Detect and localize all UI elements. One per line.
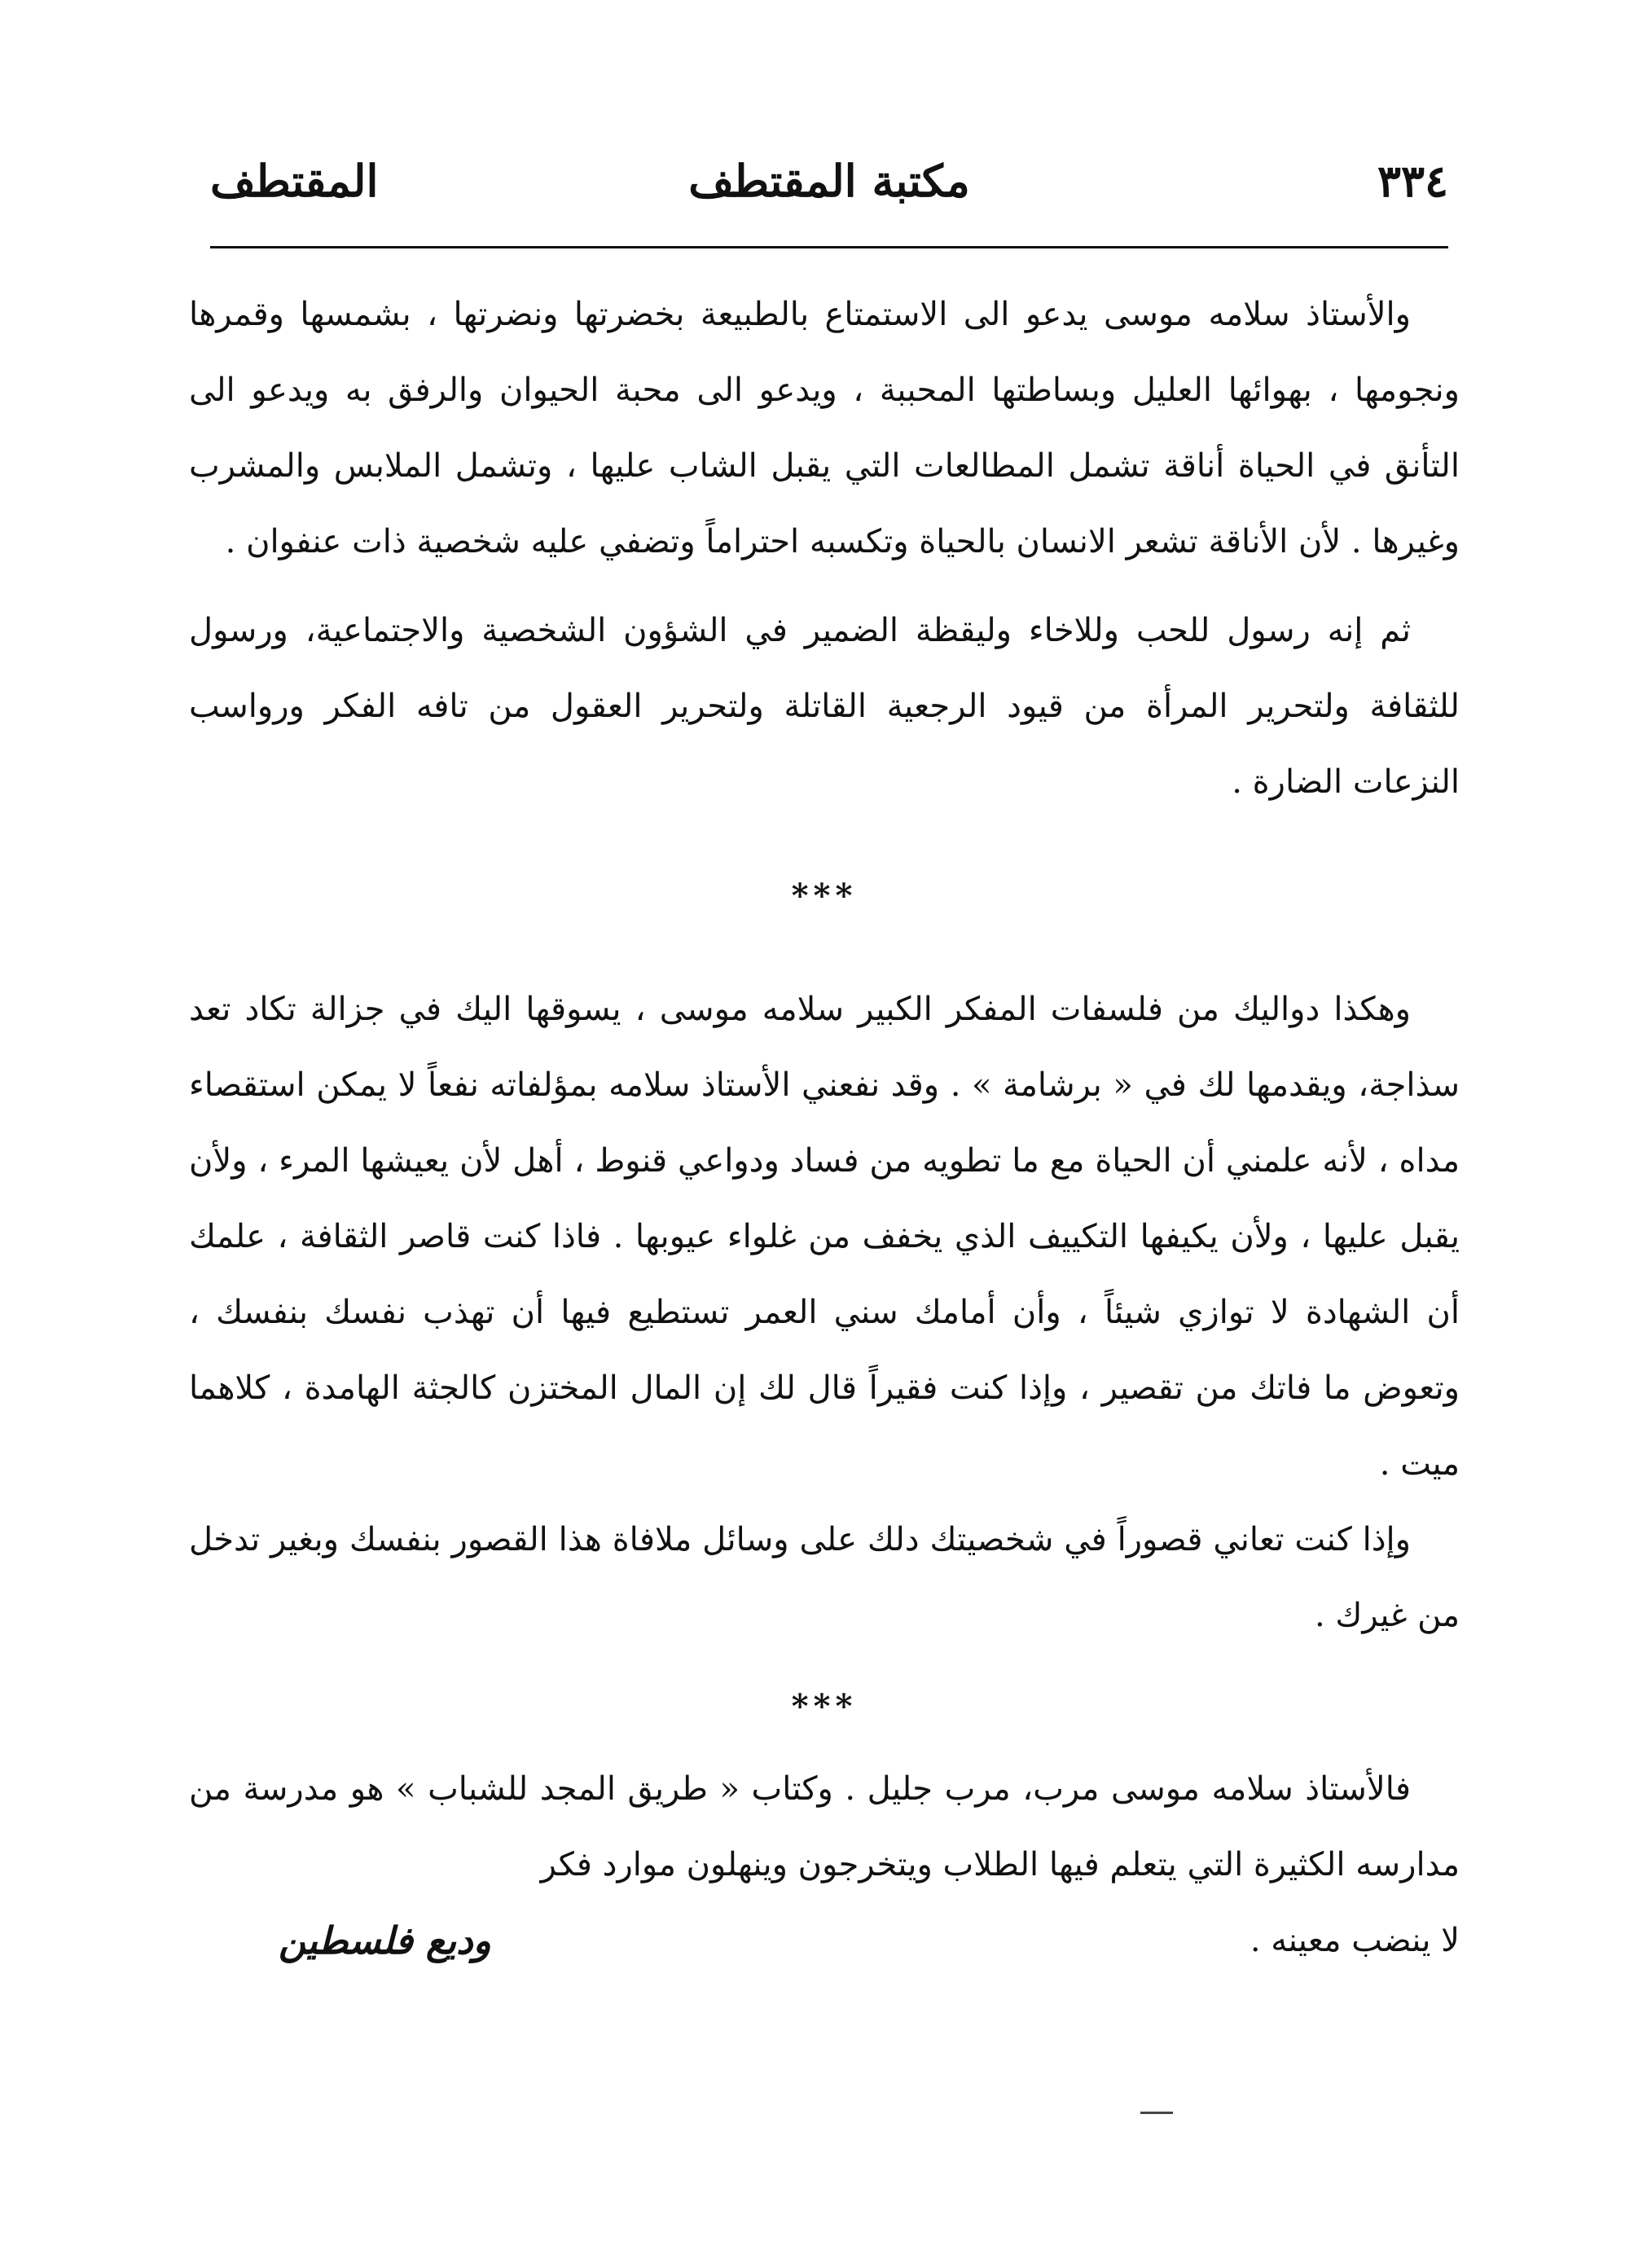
closing-text: لا ينضب معينه .	[1250, 1922, 1460, 1959]
running-title: مكتبة المقتطف	[688, 155, 970, 207]
paragraph-2: ثم إنه رسول للحب وللاخاء وليقظة الضمير في الشؤون الشخصية والاجتماعية، ورسول للثقافة ولتحرير المرأة من قيود الرجعية القاتلة ولتحرير العقول من تافه الفكر ورواسب النزعات الضارة .	[189, 612, 1460, 801]
paragraph-3: وهكذا دواليك من فلسفات المفكر الكبير سلامه موسى ، يسوقها اليك في جزالة تكاد تعد سذاجة، ويقدمها لك في « برشامة » . وقد نفعني الأستاذ سلامه بمؤلفاته نفعاً لا يمكن استقصاء مداه ، لأنه علمني أن الحياة مع ما تطويه من فساد ودواعي قنوط ، أهل لأن يعيشها المرء ، ولأن يقبل عليها ، ولأن يكيفها التكييف الذي يخفف من غلواء عيوبها . فاذا كنت قاصر الثقافة ، علمك أن الشهادة لا توازي شيئاً ، وأن أمامك سني العمر تستطيع فيها أن تهذب نفسك بنفسك ، وتعوض ما فاتك من تقصير ، وإذا كنت فقيراً قال لك إن المال المختزن كالجثة الهامدة ، كلاهما ميت .	[189, 991, 1460, 1483]
page-number: ٣٣٤	[1377, 155, 1448, 207]
section-separator-2: ***	[791, 1687, 858, 1725]
paragraph-4: وإذا كنت تعاني قصوراً في شخصيتك دلك على وسائل ملافاة هذا القصور بنفسك وبغير تدخل من غيرك .	[189, 1521, 1460, 1634]
section-separator-1: ***	[791, 877, 858, 915]
author-signature: وديع فلسطين	[279, 1919, 491, 1963]
closing-line	[189, 1903, 1460, 1979]
paragraph-5: فالأستاذ سلامه موسى مرب، مرب جليل . وكتاب « طريق المجد للشباب » هو مدرسة من مدارسه الكثيرة التي يتعلم فيها الطلاب ويتخرجون وينهلون موارد فكر	[189, 1770, 1460, 1883]
header-rule	[210, 246, 1448, 248]
journal-name: المقتطف	[210, 155, 379, 207]
footer-dash	[1140, 2112, 1173, 2114]
page-header	[210, 155, 1448, 220]
article-body	[189, 277, 1460, 1979]
paragraph-1: والأستاذ سلامه موسى يدعو الى الاستمتاع بالطبيعة بخضرتها ونضرتها ، بشمسها وقمرها ونجومها ، بهوائها العليل وبساطتها المحببة ، ويدعو الى محبة الحيوان والرفق به ويدعو الى التأنق في الحياة أناقة تشمل المطالعات التي يقبل الشاب عليها ، وتشمل الملابس والمشرب وغيرها . لأن الأناقة تشعر الانسان بالحياة وتكسبه احتراماً وتضفي عليه شخصية ذات عنفوان .	[189, 296, 1460, 560]
